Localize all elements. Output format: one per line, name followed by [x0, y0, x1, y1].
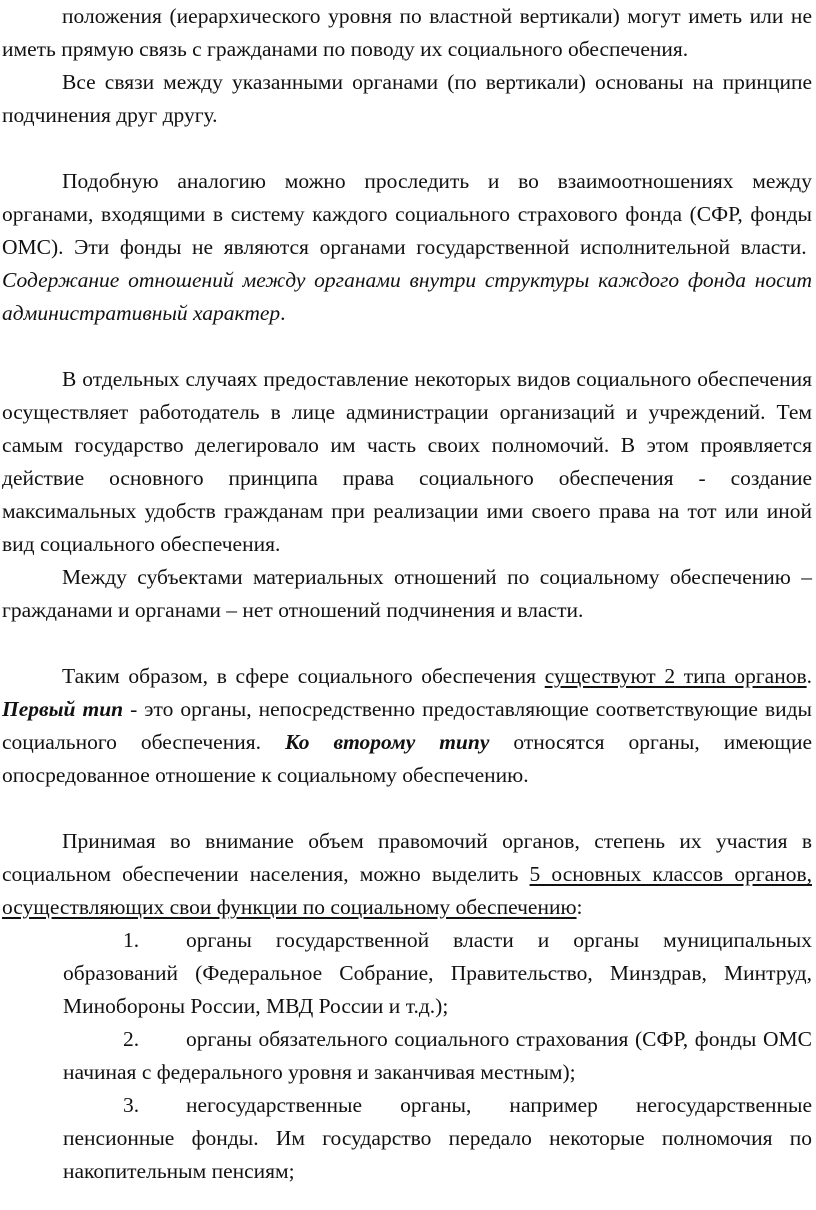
list-item	[63, 1089, 812, 1188]
list-item	[63, 924, 812, 1023]
paragraph-6-end: относятся органы, имеющие опосредованное отношение к социальному обеспечению.	[2, 730, 813, 787]
second-type-label: Ко второму типу	[285, 730, 490, 754]
paragraph-6-dot: .	[806, 664, 812, 688]
list-item-number: 1.	[123, 928, 140, 952]
paragraph-3-end: .	[280, 301, 286, 325]
spacer	[2, 627, 812, 660]
paragraph-7-start: Принимая во внимание объем правомочий органов, степень их участия в социальном обеспечении населения, можно выделить	[2, 829, 812, 886]
paragraph-7-end: :	[576, 895, 583, 919]
spacer	[2, 330, 812, 363]
paragraph-5-text: Между субъектами материальных отношений по социальному обеспечению – гражданами и органами – нет отношений подчинения и власти.	[2, 565, 812, 622]
paragraph-2	[2, 66, 812, 132]
paragraph-4-text: В отдельных случаях предоставление некоторых видов социального обеспечения осуществляет работодатель в лице администрации организаций и учреждений. Тем самым государство делегировало им часть своих полномочий. В этом проявляется действие основного принципа права социального обеспечения - создание максимальных удобств гражданам при реализации ими своего права на тот или иной вид социального обеспечения.	[2, 367, 812, 556]
paragraph-6	[2, 660, 812, 792]
paragraph-1-text: положения (иерархического уровня по властной вертикали) могут иметь или не иметь прямую связь с гражданами по поводу их социального обеспечения.	[2, 4, 812, 61]
paragraph-6-start: Таким образом, в сфере социального обеспечения	[62, 664, 537, 688]
first-type-label: Первый тип	[2, 697, 124, 721]
list-item-number: 3.	[123, 1093, 140, 1117]
paragraph-3-italic: Содержание отношений между органами внутри структуры каждого фонда носит административный характер	[2, 268, 812, 325]
list-item-number: 2.	[123, 1027, 140, 1051]
spacer	[2, 792, 812, 825]
paragraph-1	[2, 0, 812, 66]
list-item-text: органы государственной власти и органы муниципальных образований (Федеральное Собрание, Правительство, Минздрав, Минтруд, Минобороны России, МВД России и т.д.);	[63, 928, 812, 1018]
paragraph-4	[2, 363, 812, 561]
spacer	[2, 132, 812, 165]
paragraph-7	[2, 825, 812, 924]
paragraph-3	[2, 165, 812, 330]
paragraph-2-text: Все связи между указанными органами (по вертикали) основаны на принципе подчинения друг другу.	[2, 70, 812, 127]
list-item-text: органы обязательного социального страхования (СФР, фонды ОМС начиная с федерального уровня и заканчивая местным);	[63, 1027, 812, 1084]
paragraph-5	[2, 561, 812, 627]
two-types-underlined: существуют 2 типа органов	[544, 664, 807, 688]
list-item-text: негосударственные органы, например негосударственные пенсионные фонды. Им государство передало некоторые полномочия по накопительным пенсиям;	[63, 1093, 812, 1183]
paragraph-6-middle: - это органы, непосредственно предоставляющие соответствующие виды социального обеспечения.	[2, 697, 812, 754]
five-classes-underlined: 5 основных классов органов, осуществляющих свои функции по социальному обеспечению	[2, 862, 812, 919]
paragraph-3-text: Подобную аналогию можно проследить и во взаимоотношениях между органами, входящими в систему каждого социального страхового фонда (СФР, фонды ОМС). Эти фонды не являются органами государственной исполнительной власти.	[2, 169, 812, 259]
list-item	[63, 1023, 812, 1089]
